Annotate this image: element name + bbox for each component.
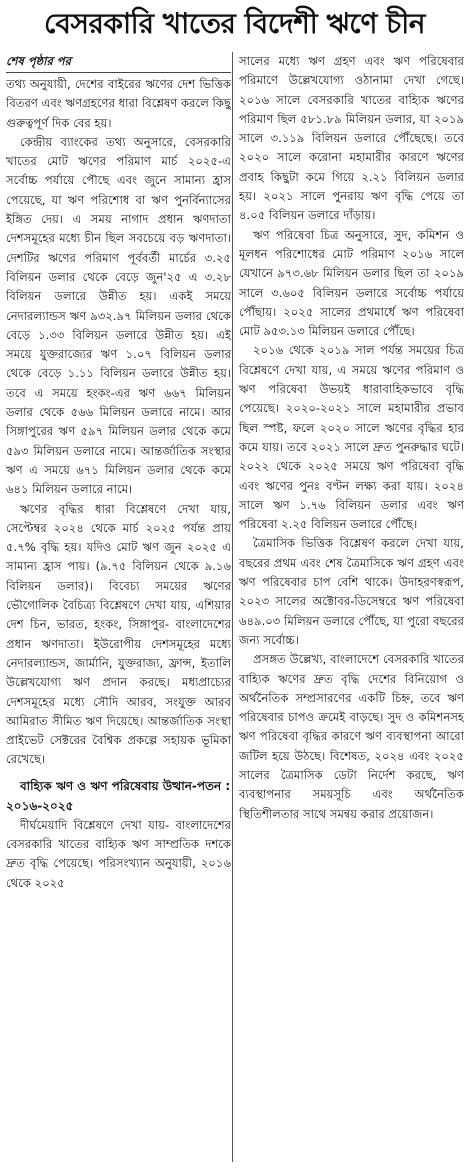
paragraph: সালের মধ্যে ঋণ গ্রহণ এবং ঋণ পরিষেবার পরিমাণে উল্লেখযোগ্য ওঠানামা দেখা গেছে। ২০১৬ সালে বেসরকারি খাতের বাহ্যিক ঋণের পরিমাণ ছিল ৫৮১.৮৯ মিলিয়ন ডলার, যা ২০১৯ সালে ৩.১১৯ বিলিয়ন ডলারে পৌঁছেছে। তবে ২০২০ সালে করোনা মহামারীর কারণে ঋণের প্রবাহ কিছুটা কমে গিয়ে ২.২১ বিলিয়ন ডলার হয়। ২০২১ সালে পুনরায় ঋণ বৃদ্ধি পেয়ে তা ৪.০৫ বিলিয়ন ডলারে দাঁড়ায়। [239, 54, 464, 223]
paragraph: প্রসঙ্গত উল্লেখ্য, বাংলাদেশে বেসরকারি খাতের বাহ্যিক ঋণের দ্রুত বৃদ্ধি দেশের বিনিয়োগ ও অর্থনৈতিক সম্প্রসারণের একটি চিহ্ন, তবে ঋণ পরিষেবার চাপও ক্রমেই বাড়ছে। সুদ ও কমিশনসহ ঋণ পরিষেবা বৃদ্ধির কারণে ঋণ ব্যবস্থাপনা আরো জটিল হয়ে উঠছে। বিশেষত, ২০২৪ এবং ২০২৫ সালের ত্রৈমাসিক ডেটা নির্দেশ করছে, ঋণ ব্যবস্থাপনার সময়সূচি এবং অর্থনৈতিক স্থিতিশীলতার সাথে সমন্বয় করার প্রয়োজন। [239, 652, 464, 821]
paragraph: ত্রৈমাসিক ভিত্তিক বিশ্লেষণ করলে দেখা যায়, বছরের প্রথম এবং শেষ ত্রৈমাসিকে ঋণ গ্রহণ এবং ঋণ পরিষেবার চাপ বেশি থাকে। উদাহরণস্বরূপ, ২০২৩ সালের অক্টোবর-ডিসেম্বরে ঋণ পরিষেবা ৬৪৯.০৩ মিলিয়ন ডলারে পৌঁছে, যা পুরো বছরের জন্য সর্বোচ্চ। [239, 536, 464, 647]
paragraph: ২০১৬ থেকে ২০১৯ সাল পর্যন্ত সময়ের চিত্র বিশ্লেষণে দেখা যায়, এ সময়ে ঋণের পরিমাণ ও ঋণ পরিষেবা উভয়ই ধারাবাহিকভাবে বৃদ্ধি পেয়েছে। ২০২০-২০২১ সালে মহামারীর প্রভাব ছিল স্পষ্ট, ফলে ২০২০ সালে ঋণের বৃদ্ধির হার কমে যায়। তবে ২০২১ সালে দ্রুত পুনরুদ্ধার ঘটে। ২০২২ থেকে ২০২৫ সময়ে ঋণ পরিষেবা বৃদ্ধি এবং ঋণের পুনঃ বণ্টন লক্ষ্য করা যায়। ২০২৪ সালে ঋণ ১.৭৬ বিলিয়ন ডলার এবং ঋণ পরিষেবা ২.২৫ বিলিয়ন ডলারে পৌঁছে। [239, 343, 464, 532]
column-divider [232, 52, 233, 1162]
continued-from-text: শেষ পৃষ্ঠার পর [6, 54, 71, 68]
article-column-right [239, 52, 464, 1164]
continued-from-label [6, 52, 231, 73]
continued-from-rule [6, 72, 231, 73]
section-subheading: বাহ্যিক ঋণ ও ঋণ পরিষেবায় উত্থান-পতন : ২০১৬-২০২৫ [6, 778, 231, 813]
paragraph: কেন্দ্রীয় ব্যাংকের তথ্য অনুসারে, বেসরকারি খাতের মোট ঋণের পরিমাণ মার্চ ২০২৫-এ সর্বোচ্চ পর্যায়ে পৌছে এবং জুনে সামান্য হ্রাস পেয়েছে, যা ঋণ পরিশোধ বা ঋণ পুনর্বিন্যাসের ইঙ্গিত দেয়। এ সময় নাগাদ প্রধান ঋণদাতা দেশসমূহের মধ্যে চীন ছিল সবচেয়ে বড় ঋণদাতা। দেশটির ঋণের পরিমাণ পূর্ববর্তী মার্চের ৩.২৫ বিলিয়ন ডলার থেকে বেড়ে জুন'২৫ এ ৩.২৮ বিলিয়ন ডলারে উন্নীত হয়। একই সময়ে নেদারল্যান্ডস ঋণ ৯৩২.৯৭ মিলিয়ন ডলার থেকে বেড়ে ১.৩৩ বিলিয়ন ডলারে উন্নীত হয়। এই সময়ে যুক্তরাজ্যের ঋণ ১.০৭ বিলিয়ন ডলার থেকে বেড়ে ১.১১ বিলিয়ন ডলারে উন্নীত হয়। তবে এ সময়ে হংকং-এর ঋণ ৬৬৭ মিলিয়ন ডলার থেকে ৫৬৬ মিলিয়ন ডলারে নামে। আর সিঙ্গাপুরের ঋণ ৫৯৭ মিলিয়ন ডলার থেকে কমে ৫৯৩ মিলিয়ন ডলারে নামে। আন্তর্জাতিক সংস্থার ঋণ এ সময়ে ৬৭১ মিলিয়ন ডলার থেকে কমে ৬৪১ মিলিয়ন ডলারে নামে। [6, 134, 231, 497]
section-block [6, 776, 231, 893]
paragraph: ঋণের বৃদ্ধির ধারা বিশ্লেষণে দেখা যায়, সেপ্টেম্বর ২০২৪ থেকে মার্চ ২০২৫ পর্যন্ত প্রায় ৫.৭% বৃদ্ধি হয়। যদিও মোট ঋণ জুন ২০২৫ এ সামান্য হ্রাস পায়। (৯.৭৫ বিলিয়ন থেকে ৯.১৬ বিলিয়ন ডলার)। বিবেচ্য সময়ের ঋণের ভৌগোলিক বৈচিত্র্য বিশ্লেষণে দেখা যায়, এশিয়ার দেশ চিন, ভারত, হংকং, সিঙ্গাপুর- বাংলাদেশের প্রধান ঋণদাতা। ইউরোপীয় দেশসমূহের মধ্যে নেদারল্যান্ডস, জার্মানি, যুক্তরাজ্য, ফ্রান্স, ইতালি উল্লেখযোগ্য ঋণ প্রদান করছে। মধ্যপ্রাচ্যের দেশসমূহের মধ্যে সৌদি আরব, সংযুক্ত আরব আমিরাত সীমিত ঋণ দিয়েছে। আন্তর্জাতিক সংস্থা প্রাইভেট সেক্টরের বৈশ্বিক প্রকল্পে সহায়ক ভূমিকা রেখেছে। [6, 501, 231, 767]
paragraph: ঋণ পরিষেবা চিত্র অনুসারে, সুদ, কমিশন ও মূলধন পরিশোধের মোট পরিমাণ ২০১৬ সালে যেখানে ৯৭৩.৬৮ মিলিয়ন ডলার ছিল তা ২০১৯ সালে ৩.৬০৫ বিলিয়ন ডলারে সর্বোচ্চ পর্যায়ে পৌঁছায়। ২০২৫ সালের প্রথমার্ধে ঋণ পরিষেবা মোট ৯৫৩.১৩ মিলিয়ন ডলারে পৌঁছে। [239, 227, 464, 339]
paragraph: দীর্ঘমেয়াদি বিশ্লেষণে দেখা যায়- বাংলাদেশের বেসরকারি খাতের বাহ্যিক ঋণ সাম্প্রতিক দশকে দ্রুত বৃদ্ধি পেয়েছে। পরিসংখ্যান অনুযায়ী, ২০১৬ থেকে ২০২৫ [6, 817, 231, 890]
paragraph: তথ্য অনুযায়ী, দেশের বাইরের ঋণের দেশ ভিত্তিক বিতরণ এবং ঋণগ্রহণের ধারা বিশ্লেষণ করলে কিছু গুরুত্বপূর্ণ দিক বের হয়। [6, 77, 231, 130]
article-headline: বেসরকারি খাতের বিদেশী ঋণে চীন [44, 7, 425, 40]
article-column-left [6, 52, 231, 1164]
